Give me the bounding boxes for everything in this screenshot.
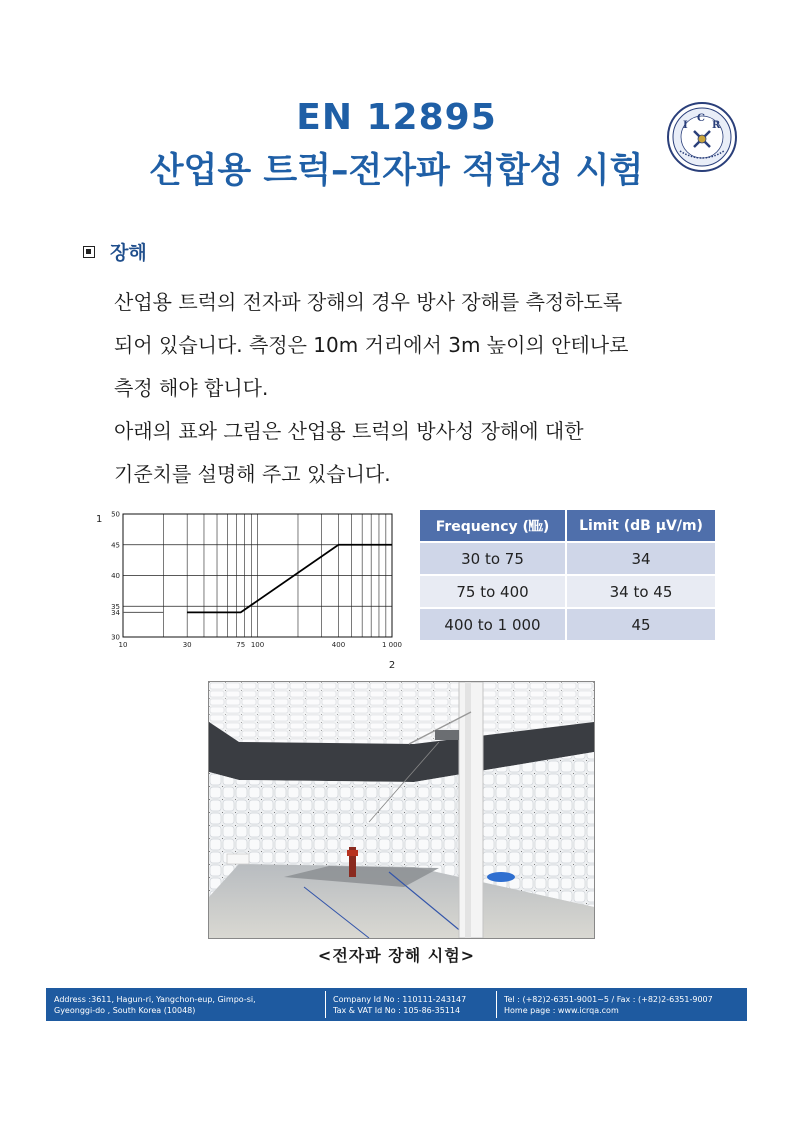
table-row xyxy=(420,608,716,640)
table-cell-frequency: 75 to 400 xyxy=(420,575,566,608)
footer-divider xyxy=(496,991,497,1018)
svg-text:I: I xyxy=(683,120,688,131)
chart-x-tick-label: 30 xyxy=(182,641,192,649)
chart-x-tick-label: 100 xyxy=(250,641,265,649)
body-paragraph-line: 되어 있습니다. 측정은 10m 거리에서 3m 높이의 안테나로 xyxy=(114,333,629,357)
body-paragraph-line: 기준치를 설명해 주고 있습니다. xyxy=(114,462,391,486)
table-row xyxy=(420,575,716,608)
page-title: EN 12895 xyxy=(296,97,497,138)
table-cell-limit: 34 xyxy=(566,542,716,575)
table-row xyxy=(420,542,716,575)
photo-caption: <전자파 장해 시험> xyxy=(317,946,476,965)
svg-text:R: R xyxy=(712,120,721,131)
chart-x-tick-label: 10 xyxy=(118,641,128,649)
chart-x-tick-label: 75 xyxy=(236,641,246,649)
icr-seal-logo xyxy=(666,101,738,173)
footer-address: Address :3611, Hagun-ri, Yangchon-eup, Gimpo-si, Gyeonggi-do , South Korea (10048) xyxy=(54,995,256,1015)
table-header-row xyxy=(420,510,716,542)
chart-y-tick-label: 30 xyxy=(111,633,120,642)
page-footer xyxy=(46,988,747,1021)
chart-y-tick-label: 40 xyxy=(111,572,120,580)
table-header-frequency: Frequency (㎒) xyxy=(420,510,566,542)
table-cell-frequency: 400 to 1 000 xyxy=(420,608,566,640)
emission-limit-chart xyxy=(90,508,410,670)
body-paragraph-line: 산업용 트럭의 전자파 장해의 경우 방사 장해를 측정하도록 xyxy=(114,290,623,314)
chart-y-tick-label: 45 xyxy=(111,541,120,550)
table-cell-frequency: 30 to 75 xyxy=(420,542,566,575)
chart-y-axis-marker: 1 xyxy=(96,514,103,525)
page-subtitle: 산업용 트럭–전자파 적합성 시험 xyxy=(149,151,644,191)
table-cell-limit: 45 xyxy=(566,608,716,640)
footer-company-ids: Company Id No : 110111-243147 Tax & VAT Id No : 105-86-35114 xyxy=(333,995,467,1015)
table-cell-limit: 34 to 45 xyxy=(566,575,716,608)
section-heading: 장해 xyxy=(110,242,147,264)
table-header-limit: Limit (dB µV/m) xyxy=(566,510,716,542)
footer-contact: Tel : (+82)2-6351-9001~5 / Fax : (+82)2-6351-9007 Home page : www.icrqa.com xyxy=(504,995,713,1015)
chart-x-axis-marker: 2 xyxy=(388,660,396,670)
chart-y-tick-label: 34 xyxy=(111,608,120,617)
body-paragraph-line: 측정 해야 합니다. xyxy=(114,376,269,400)
section-bullet-icon xyxy=(83,246,95,258)
emission-limit-table xyxy=(420,510,717,640)
chart-y-tick-label: 35 xyxy=(111,602,120,611)
chart-x-tick-label: 1 000 xyxy=(381,641,403,649)
chart-limit-line xyxy=(187,545,392,613)
footer-divider xyxy=(325,991,326,1018)
anechoic-chamber-photo xyxy=(208,681,595,939)
svg-text:C: C xyxy=(697,113,705,124)
footer-homepage-link[interactable]: Home page : www.icrqa.com xyxy=(504,1006,619,1015)
chart-y-tick-label: 50 xyxy=(111,510,120,519)
body-paragraph-line: 아래의 표와 그림은 산업용 트럭의 방사성 장해에 대한 xyxy=(114,419,584,443)
chart-x-tick-label: 400 xyxy=(331,641,346,649)
